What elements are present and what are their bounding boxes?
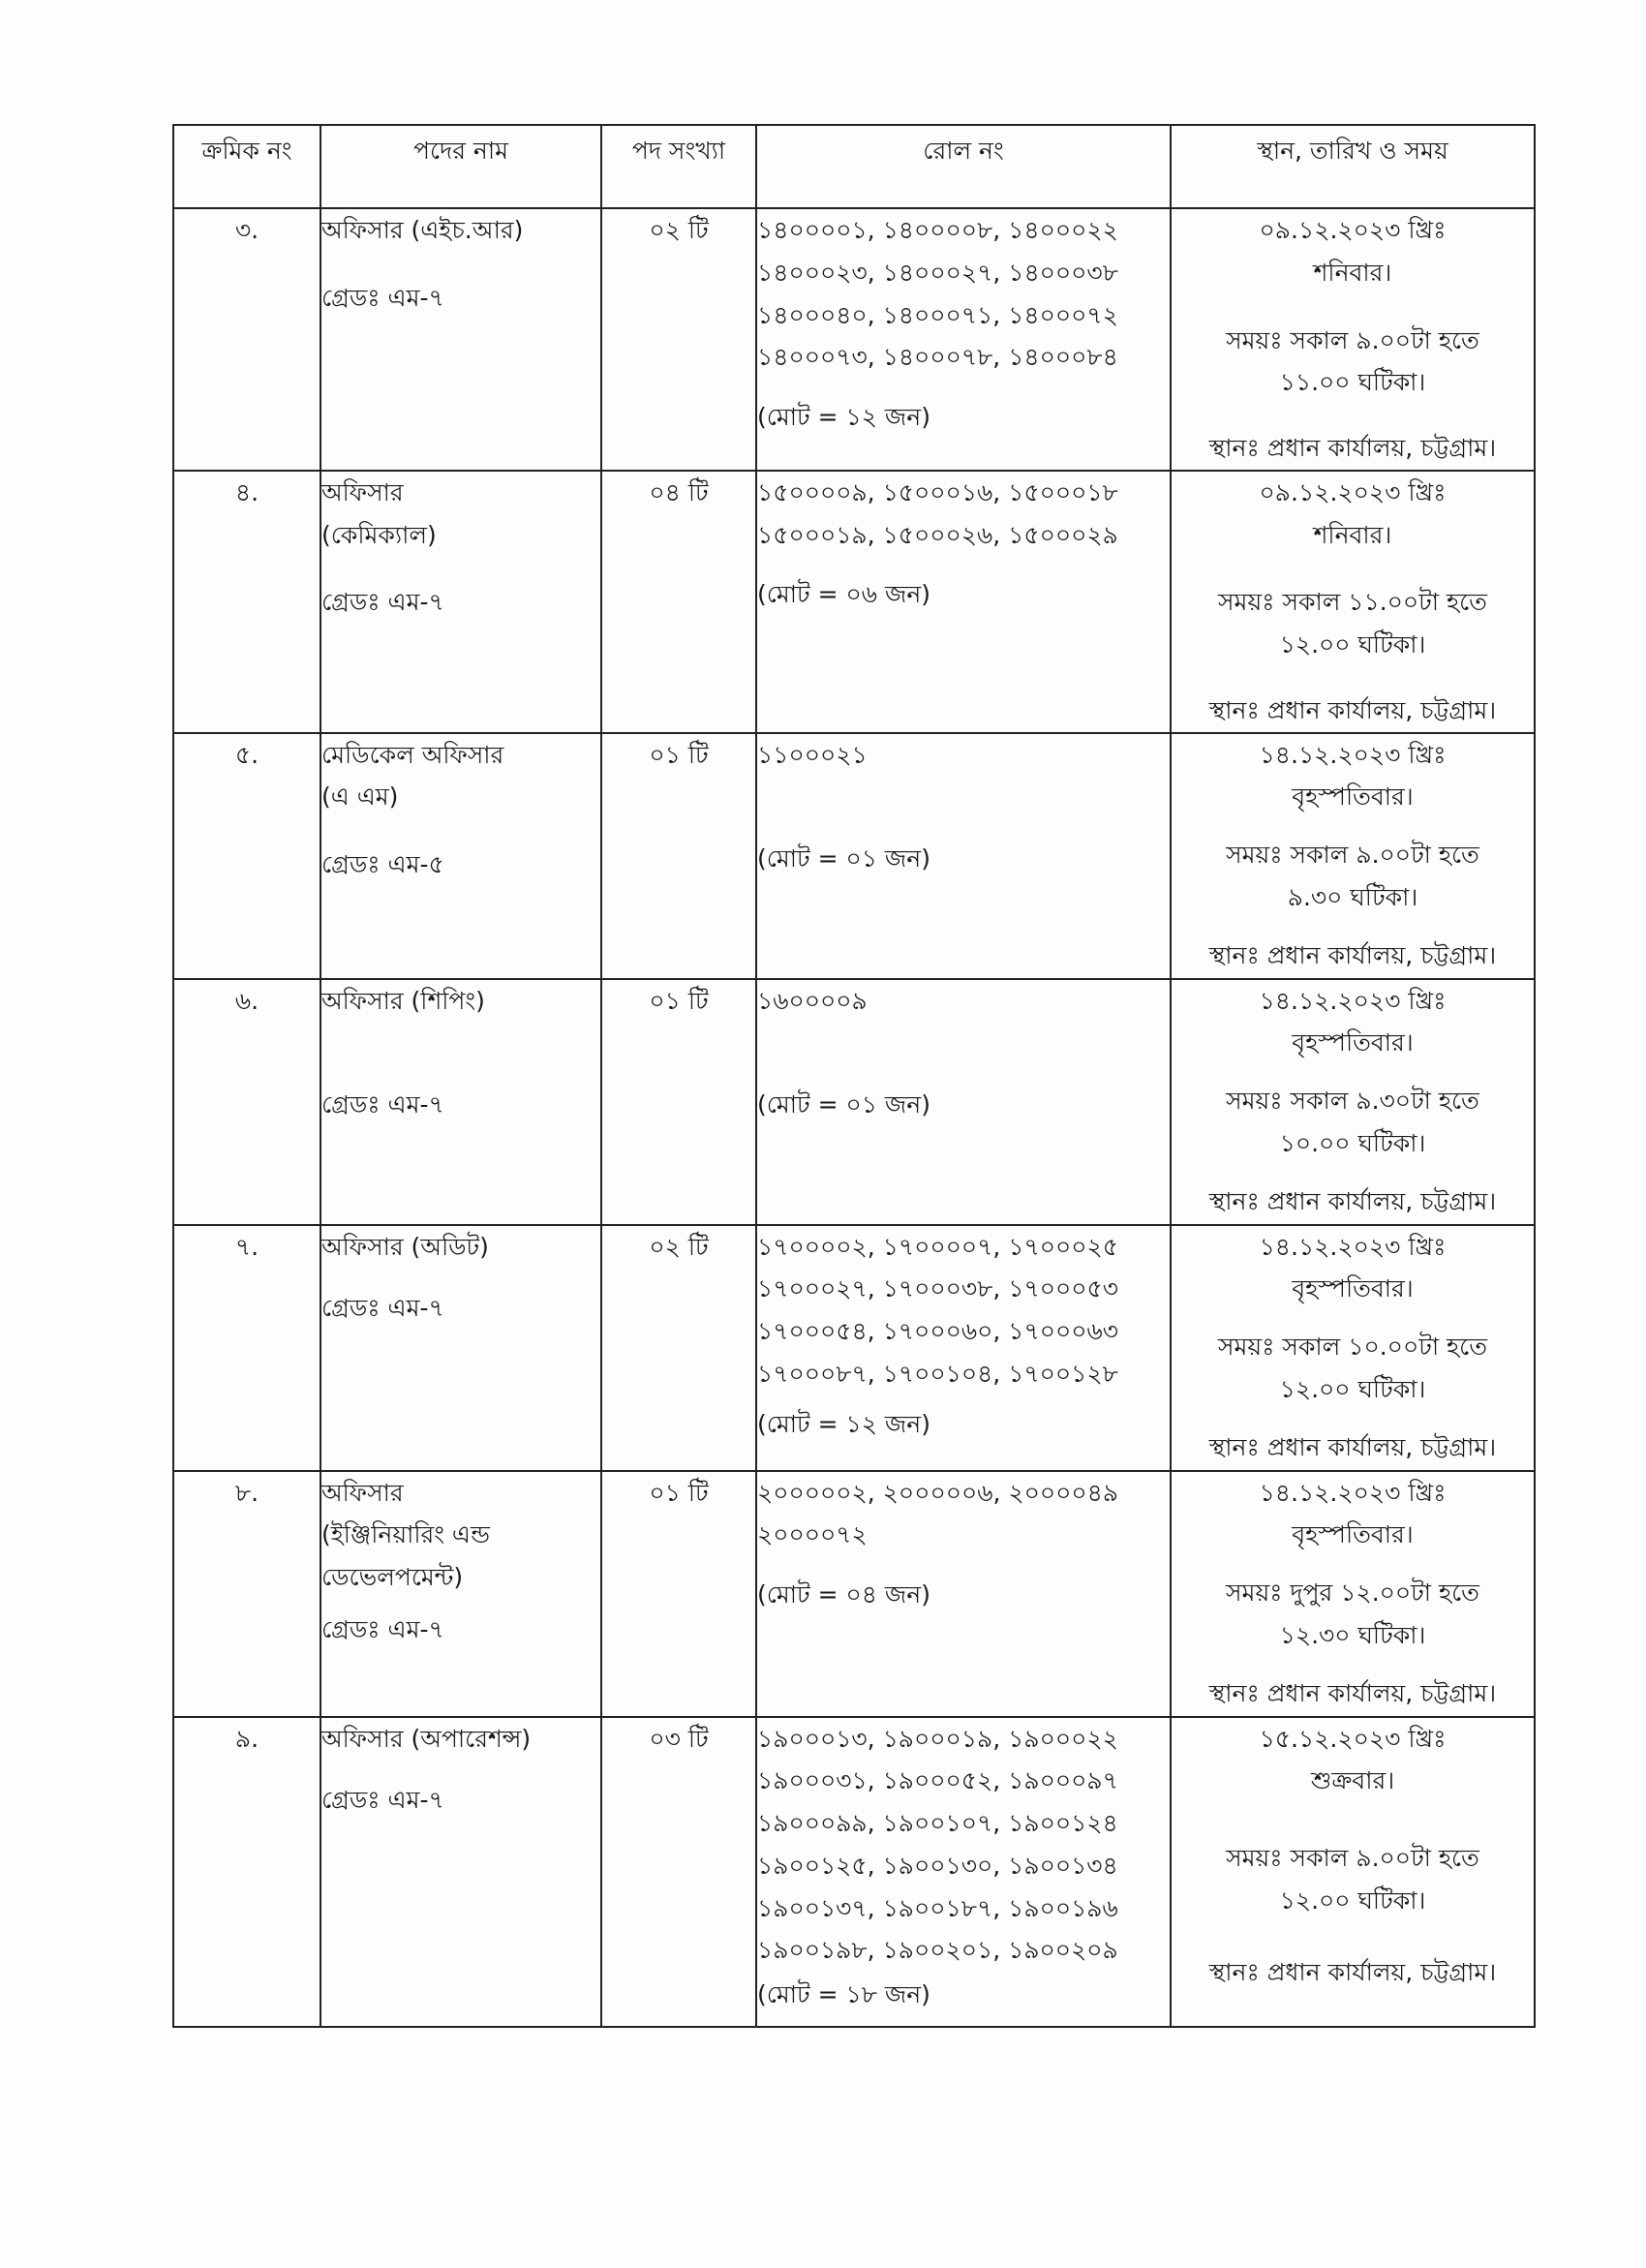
- post-count-cell: ০১ টি: [601, 979, 756, 1225]
- roll-line: ১৭০০০৫৪, ১৭০০০৬০, ১৭০০০৬৩: [757, 1317, 1118, 1345]
- table-row: [173, 208, 1535, 471]
- serial-cell: ৫.: [173, 733, 320, 979]
- roll-numbers-cell: [756, 979, 1171, 1225]
- table-header: [173, 125, 1535, 208]
- grade-text: গ্রেডঃ এম-৭: [321, 1614, 444, 1643]
- roll-line: ১৬০০০০৯: [757, 986, 868, 1015]
- time-line: ১২.০০ ঘটিকা।: [1279, 1374, 1426, 1403]
- post-name-line: অফিসার: [321, 477, 404, 506]
- exam-day: শনিবার।: [1313, 520, 1392, 549]
- venue-cell: [1171, 733, 1535, 979]
- grade-text: গ্রেডঃ এম-৫: [321, 850, 444, 878]
- exam-time: [1172, 1837, 1534, 1922]
- roll-numbers-cell: [756, 1717, 1171, 2027]
- roll-line: ১৪০০০৪০, ১৪০০০৭১, ১৪০০০৭২: [757, 300, 1118, 329]
- total-count: (মোট = ১২ জন): [757, 1409, 930, 1438]
- roll-line: ১৯০০১২৫, ১৯০০১৩০, ১৯০০১৩৪: [757, 1851, 1118, 1880]
- post-name-line: (কেমিক্যাল): [321, 520, 437, 549]
- post-cell: [320, 1717, 601, 2027]
- table-row: [173, 1225, 1535, 1471]
- roll-numbers-cell: [756, 1471, 1171, 1717]
- post-name-line: ডেভেলপমেন্ট): [321, 1563, 464, 1591]
- exam-place: স্থানঃ প্রধান কার্যালয়, চট্টগ্রাম।: [1208, 1432, 1497, 1461]
- roll-line: ১৯০০১৯৮, ১৯০০২০১, ১৯০০২০৯: [757, 1936, 1118, 1965]
- table-row: [173, 1717, 1535, 2027]
- total-count: (মোট = ১৮ জন): [757, 1980, 930, 2008]
- roll-line: ১৯০০১৩৭, ১৯০০১৮৭, ১৯০০১৯৬: [757, 1893, 1118, 1922]
- venue-cell: [1171, 1717, 1535, 2027]
- venue-cell: [1171, 1471, 1535, 1717]
- roll-line: ১১০০০২১: [757, 740, 868, 769]
- time-line: সময়ঃ সকাল ৯.০০টা হতে: [1226, 325, 1479, 354]
- time-line: সময়ঃ দুপুর ১২.০০টা হতে: [1226, 1578, 1479, 1607]
- exam-day: বৃহস্পতিবার।: [1292, 1028, 1414, 1057]
- total-count: (মোট = ০৪ জন): [757, 1580, 930, 1609]
- header-roll-numbers: রোল নং: [756, 125, 1171, 208]
- time-line: ৯.৩০ ঘটিকা।: [1287, 882, 1418, 911]
- roll-line: ১৫০০০১৯, ১৫০০০২৬, ১৫০০০২৯: [757, 520, 1118, 549]
- exam-place: স্থানঃ প্রধান কার্যালয়, চট্টগ্রাম।: [1208, 1957, 1497, 1986]
- post-cell: [320, 733, 601, 979]
- serial-cell: ৪.: [173, 471, 320, 733]
- table-row: [173, 733, 1535, 979]
- header-row: [173, 125, 1535, 208]
- post-name-line: মেডিকেল অফিসার: [321, 740, 504, 769]
- post-count-cell: ০৪ টি: [601, 471, 756, 733]
- post-name-line: অফিসার: [321, 1478, 404, 1507]
- post-name-line: অফিসার (অপারেশন্স): [321, 1724, 532, 1753]
- time-line: সময়ঃ সকাল ৯.০০টা হতে: [1226, 1844, 1479, 1872]
- post-cell: [320, 471, 601, 733]
- roll-numbers-cell: [756, 1225, 1171, 1471]
- total-count: (মোট = ১২ জন): [757, 403, 930, 431]
- exam-date: ১৪.১২.২০২৩ খ্রিঃ: [1259, 1232, 1447, 1261]
- header-post-name: পদের নাম: [320, 125, 601, 208]
- venue-cell: [1171, 1225, 1535, 1471]
- post-cell: [320, 1471, 601, 1717]
- post-cell: [320, 979, 601, 1225]
- header-post-count: পদ সংখ্যা: [601, 125, 756, 208]
- post-count-cell: ০২ টি: [601, 208, 756, 471]
- time-line: সময়ঃ সকাল ১১.০০টা হতে: [1218, 588, 1487, 617]
- venue-cell: [1171, 208, 1535, 471]
- time-line: ১২.০০ ঘটিকা।: [1279, 1885, 1426, 1915]
- exam-day: বৃহস্পতিবার।: [1292, 782, 1414, 812]
- exam-time: [1172, 834, 1534, 919]
- post-cell: [320, 208, 601, 471]
- table-row: [173, 1471, 1535, 1717]
- exam-day: বৃহস্পতিবার।: [1292, 1520, 1414, 1549]
- roll-line: ১৪০০০০১, ১৪০০০০৮, ১৪০০০২২: [757, 216, 1118, 244]
- serial-cell: ৮.: [173, 1471, 320, 1717]
- exam-date: ০৯.১২.২০২৩ খ্রিঃ: [1259, 477, 1447, 506]
- roll-line: ১৯০০০৯৯, ১৯০০১০৭, ১৯০০১২৪: [757, 1809, 1118, 1837]
- exam-place: স্থানঃ প্রধান কার্যালয়, চট্টগ্রাম।: [1208, 695, 1497, 724]
- roll-line: ১৪০০০৭৩, ১৪০০০৭৮, ১৪০০০৮৪: [757, 343, 1118, 372]
- exam-time: [1172, 1326, 1534, 1411]
- exam-day: শুক্রবার।: [1310, 1766, 1395, 1795]
- time-line: ১২.০০ ঘটিকা।: [1279, 630, 1426, 659]
- grade-text: গ্রেডঃ এম-৭: [321, 283, 444, 312]
- post-count-cell: ০১ টি: [601, 1471, 756, 1717]
- post-count-cell: ০১ টি: [601, 733, 756, 979]
- time-line: ১১.০০ ঘটিকা।: [1279, 368, 1426, 397]
- time-line: সময়ঃ সকাল ৯.৩০টা হতে: [1226, 1087, 1479, 1115]
- serial-cell: ৭.: [173, 1225, 320, 1471]
- roll-line: ১৯০০০১৩, ১৯০০০১৯, ১৯০০০২২: [757, 1724, 1118, 1753]
- exam-day: বৃহস্পতিবার।: [1292, 1274, 1414, 1303]
- serial-cell: ৯.: [173, 1717, 320, 2027]
- time-line: সময়ঃ সকাল ৯.০০টা হতে: [1226, 841, 1479, 869]
- roll-line: ১৭০০০৮৭, ১৭০০১০৪, ১৭০০১২৮: [757, 1359, 1118, 1388]
- exam-date: ১৪.১২.২০২৩ খ্রিঃ: [1259, 1478, 1447, 1507]
- exam-place: স্থানঃ প্রধান কার্যালয়, চট্টগ্রাম।: [1208, 1186, 1497, 1215]
- post-name-line: অফিসার (অডিট): [321, 1232, 489, 1261]
- exam-time: [1172, 1572, 1534, 1657]
- grade-text: গ্রেডঃ এম-৭: [321, 1786, 444, 1815]
- roll-line: ১৫০০০০৯, ১৫০০০১৬, ১৫০০০১৮: [757, 477, 1118, 506]
- header-serial: ক্রমিক নং: [173, 125, 320, 208]
- exam-time: [1172, 581, 1534, 666]
- roll-line: ২০০০০৭২: [757, 1520, 868, 1549]
- exam-date: ১৪.১২.২০২৩ খ্রিঃ: [1259, 986, 1447, 1015]
- time-line: ১২.৩০ ঘটিকা।: [1279, 1620, 1426, 1649]
- exam-date: ১৫.১২.২০২৩ খ্রিঃ: [1259, 1724, 1447, 1753]
- roll-line: ১৯০০০৩১, ১৯০০০৫২, ১৯০০০৯৭: [757, 1766, 1118, 1795]
- time-line: ১০.০০ ঘটিকা।: [1279, 1128, 1426, 1157]
- table-row: [173, 979, 1535, 1225]
- grade-text: গ্রেডঃ এম-৭: [321, 1294, 444, 1323]
- exam-place: স্থানঃ প্রধান কার্যালয়, চট্টগ্রাম।: [1208, 1678, 1497, 1707]
- table-body: [173, 208, 1535, 2027]
- roll-numbers-cell: [756, 208, 1171, 471]
- exam-place: স্থানঃ প্রধান কার্যালয়, চট্টগ্রাম।: [1208, 434, 1497, 462]
- exam-place: স্থানঃ প্রধান কার্যালয়, চট্টগ্রাম।: [1208, 940, 1497, 969]
- post-count-cell: ০২ টি: [601, 1225, 756, 1471]
- roll-line: ১৭০০০০২, ১৭০০০০৭, ১৭০০০২৫: [757, 1232, 1119, 1261]
- exam-schedule-table: [172, 124, 1536, 2028]
- exam-date: ০৯.১২.২০২৩ খ্রিঃ: [1259, 216, 1447, 244]
- exam-date: ১৪.১২.২০২৩ খ্রিঃ: [1259, 740, 1447, 769]
- post-cell: [320, 1225, 601, 1471]
- roll-numbers-cell: [756, 471, 1171, 733]
- roll-line: ১৭০০০২৭, ১৭০০০৩৮, ১৭০০০৫৩: [757, 1274, 1118, 1303]
- roll-line: ২০০০০০২, ২০০০০০৬, ২০০০০৪৯: [757, 1478, 1119, 1507]
- post-count-cell: ০৩ টি: [601, 1717, 756, 2027]
- grade-text: গ্রেডঃ এম-৭: [321, 588, 444, 617]
- table-row: [173, 471, 1535, 733]
- grade-text: গ্রেডঃ এম-৭: [321, 1090, 444, 1119]
- exam-day: শনিবার।: [1313, 258, 1392, 287]
- total-count: (মোট = ০১ জন): [757, 844, 930, 873]
- post-name-line: (এ এম): [321, 782, 399, 812]
- total-count: (মোট = ০৬ জন): [757, 580, 930, 609]
- post-name-line: অফিসার (শিপিং): [321, 986, 485, 1015]
- serial-cell: ৬.: [173, 979, 320, 1225]
- serial-cell: ৩.: [173, 208, 320, 471]
- time-line: সময়ঃ সকাল ১০.০০টা হতে: [1218, 1333, 1487, 1361]
- venue-cell: [1171, 979, 1535, 1225]
- roll-line: ১৪০০০২৩, ১৪০০০২৭, ১৪০০০৩৮: [757, 258, 1118, 287]
- total-count: (মোট = ০১ জন): [757, 1090, 930, 1119]
- post-name-line: অফিসার (এইচ.আর): [321, 216, 524, 244]
- header-venue-date-time: স্থান, তারিখ ও সময়: [1171, 125, 1535, 208]
- post-name-line: (ইঞ্জিনিয়ারিং এন্ড: [321, 1520, 490, 1549]
- venue-cell: [1171, 471, 1535, 733]
- exam-time: [1172, 1080, 1534, 1165]
- roll-numbers-cell: [756, 733, 1171, 979]
- exam-time: [1172, 320, 1534, 405]
